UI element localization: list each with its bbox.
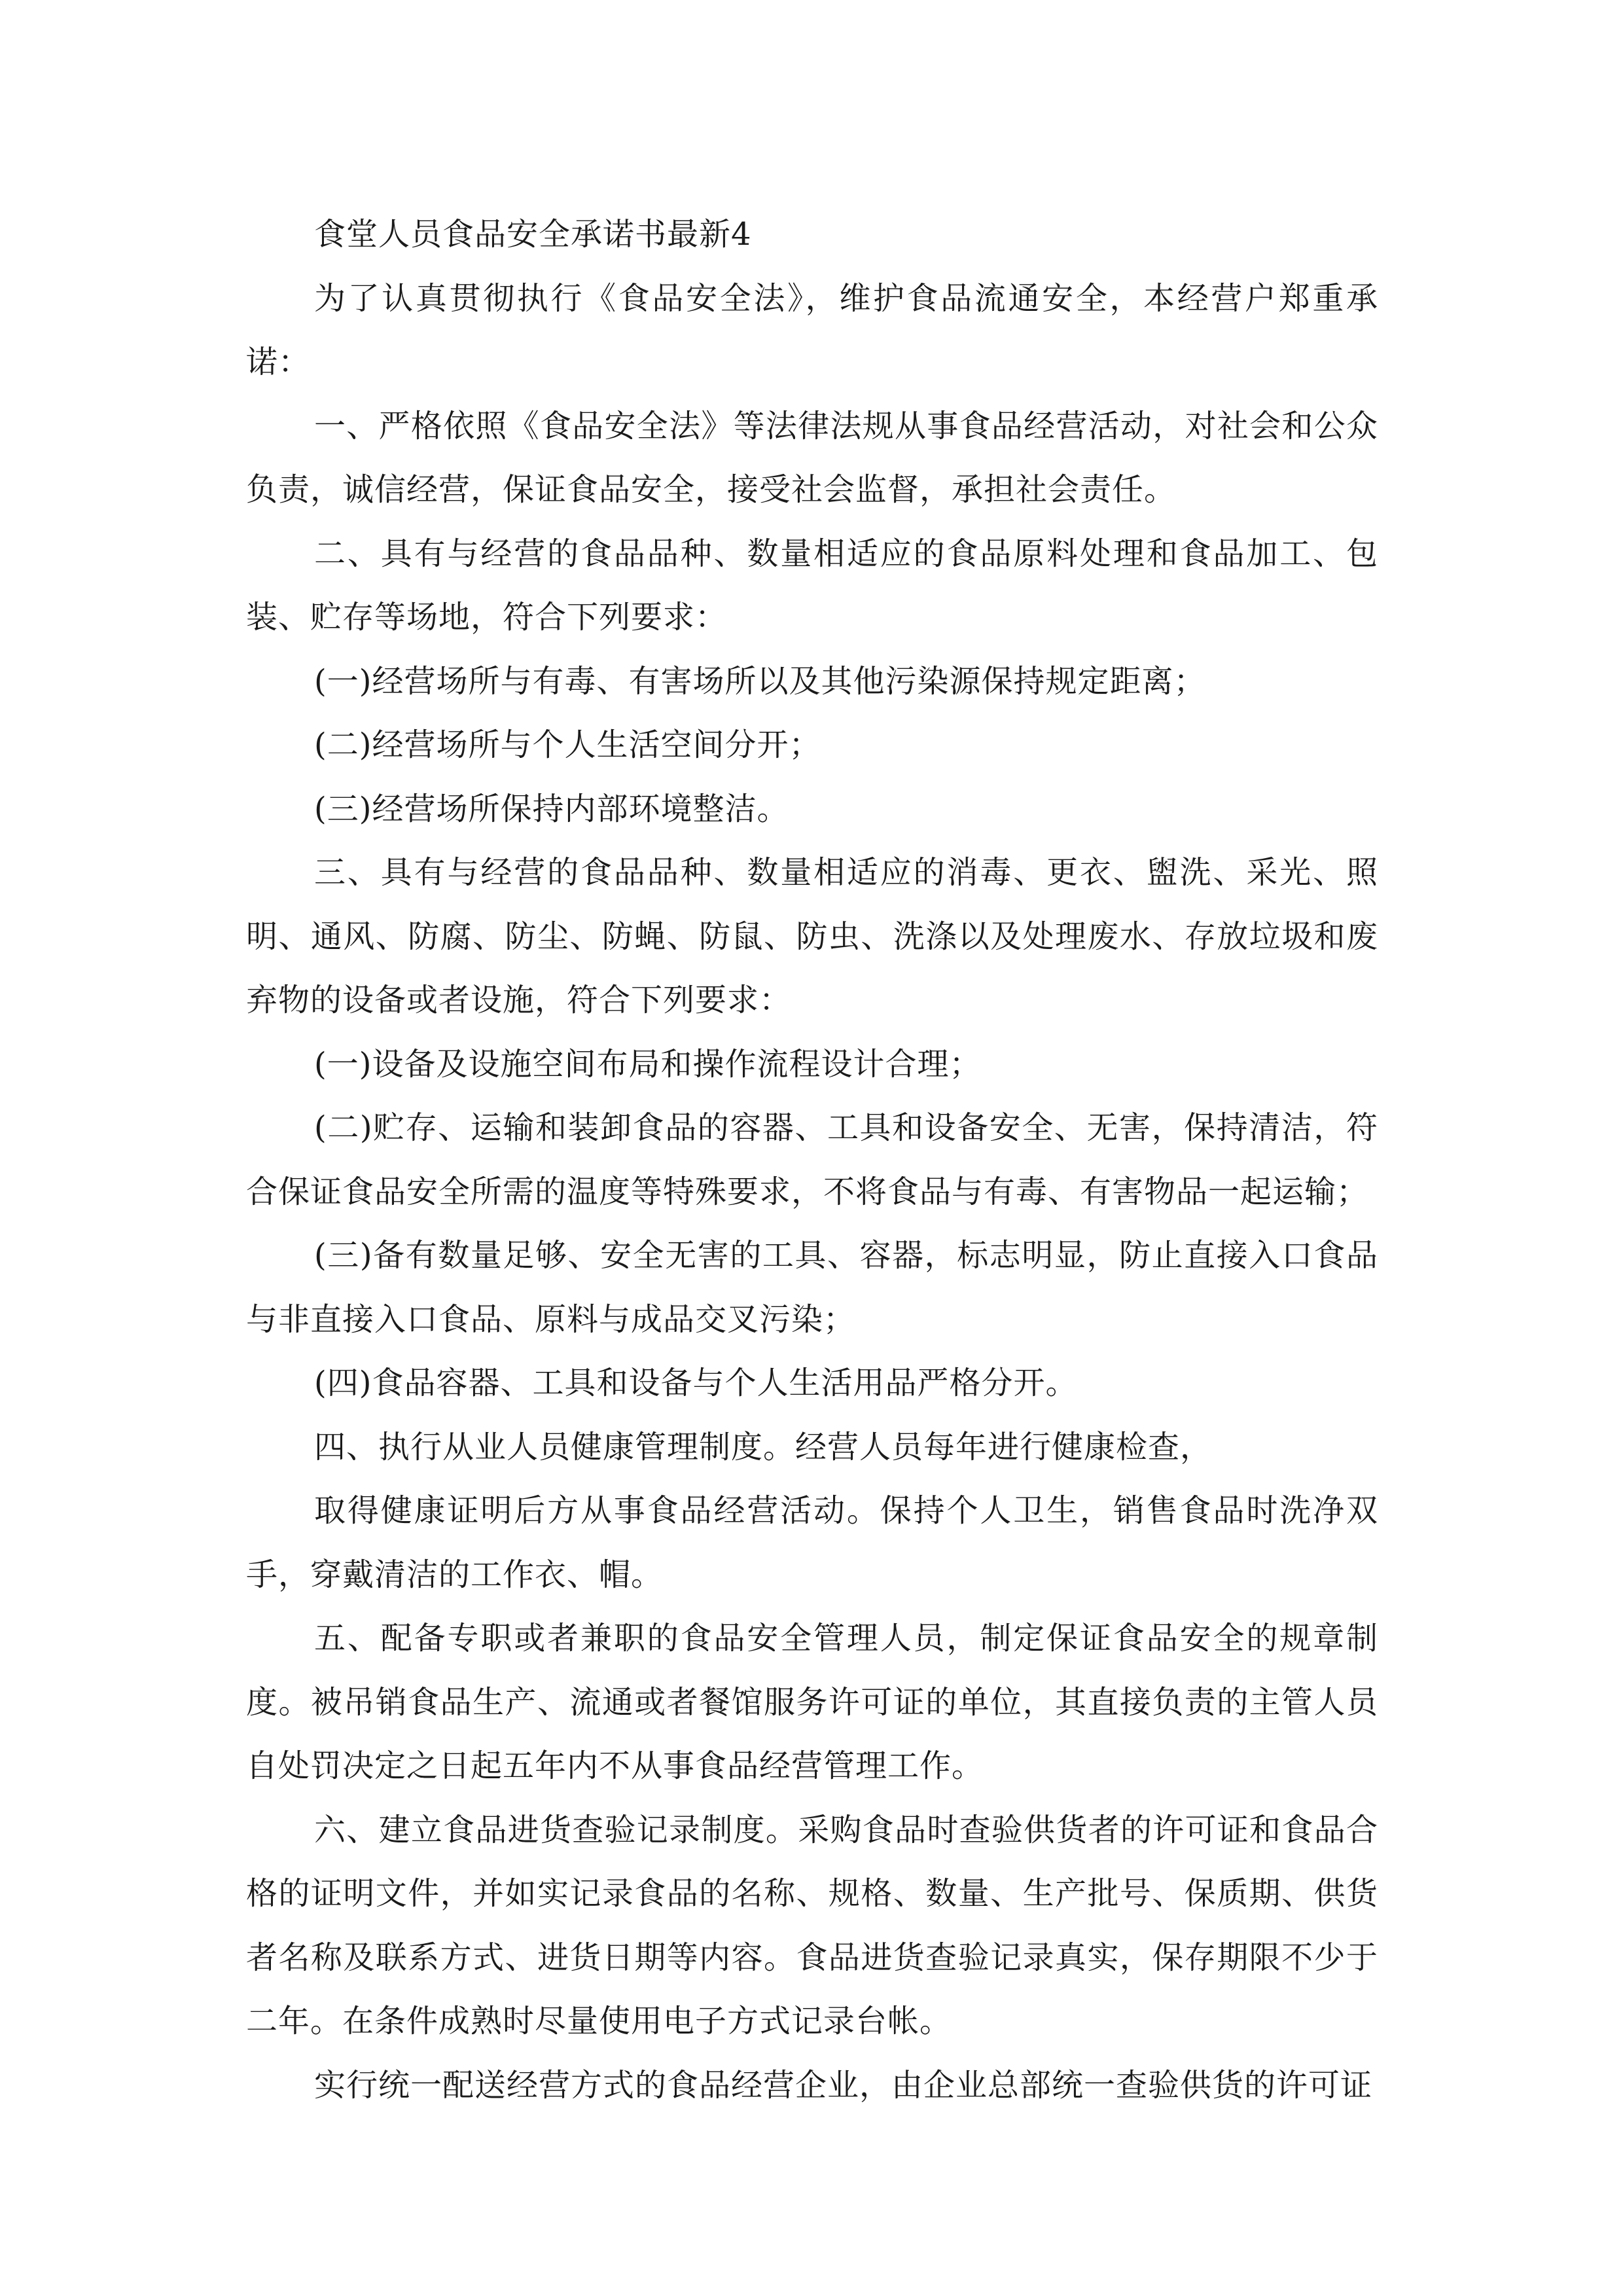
paragraph-item-3: 三、具有与经营的食品品种、数量相适应的消毒、更衣、盥洗、采光、照明、通风、防腐、防尘、防蝇、防鼠、防虫、洗涤以及处理废水、存放垃圾和废弃物的设备或者设施，符合下列要求： <box>246 854 1378 1018</box>
paragraph-item-2-sub-1: (一)经营场所与有毒、有害场所以及其他污染源保持规定距离； <box>314 662 1206 700</box>
document-body <box>246 203 1378 2117</box>
paragraph-item-6: 六、建立食品进货查验记录制度。采购食品时查验供货者的许可证和食品合格的证明文件，并如实记录食品的名称、规格、数量、生产批号、保质期、供货者名称及联系方式、进货日期等内容。食品进货查验记录真实，保存期限不少于二年。在条件成熟时尽量使用电子方式记录台帐。 <box>246 1811 1378 2039</box>
paragraph-item-2: 二、具有与经营的食品品种、数量相适应的食品原料处理和食品加工、包装、贮存等场地，符合下列要求： <box>246 535 1378 636</box>
paragraph-item-3-sub-4: (四)食品容器、工具和设备与个人生活用品严格分开。 <box>314 1365 1078 1401</box>
paragraph-item-3-sub-2: (二)贮存、运输和装卸食品的容器、工具和设备安全、无害，保持清洁，符合保证食品安全所需的温度等特殊要求，不将食品与有毒、有害物品一起运输； <box>246 1109 1378 1210</box>
paragraph-item-5: 五、配备专职或者兼职的食品安全管理人员，制定保证食品安全的规章制度。被吊销食品生产、流通或者餐馆服务许可证的单位，其直接负责的主管人员自处罚决定之日起五年内不从事食品经营管理工作。 <box>246 1620 1378 1784</box>
paragraph-intro: 为了认真贯彻执行《食品安全法》，维护食品流通安全，本经营户郑重承诺： <box>246 279 1378 380</box>
paragraph-item-3-sub-3: (三)备有数量足够、安全无害的工具、容器，标志明显，防止直接入口食品与非直接入口食品、原料与成品交叉污染； <box>246 1237 1378 1338</box>
paragraph-item-1: 一、严格依照《食品安全法》等法律法规从事食品经营活动，对社会和公众负责，诚信经营，保证食品安全，接受社会监督，承担社会责任。 <box>246 407 1378 508</box>
document-title: 食堂人员食品安全承诺书最新4 <box>314 216 752 253</box>
paragraph-item-2-sub-2: (二)经营场所与个人生活空间分开； <box>314 726 821 763</box>
paragraph-item-6-continued: 实行统一配送经营方式的食品经营企业，由企业总部统一查验供货的许可证 <box>314 2066 1373 2104</box>
paragraph-item-2-sub-3: (三)经营场所保持内部环境整洁。 <box>314 790 789 827</box>
paragraph-item-4: 四、执行从业人员健康管理制度。经营人员每年进行健康检查， <box>314 1428 1213 1465</box>
paragraph-item-4-continued: 取得健康证明后方从事食品经营活动。保持个人卫生，销售食品时洗净双手，穿戴清洁的工作衣、帽。 <box>246 1492 1378 1593</box>
paragraph-item-3-sub-1: (一)设备及设施空间布局和操作流程设计合理； <box>314 1045 982 1083</box>
